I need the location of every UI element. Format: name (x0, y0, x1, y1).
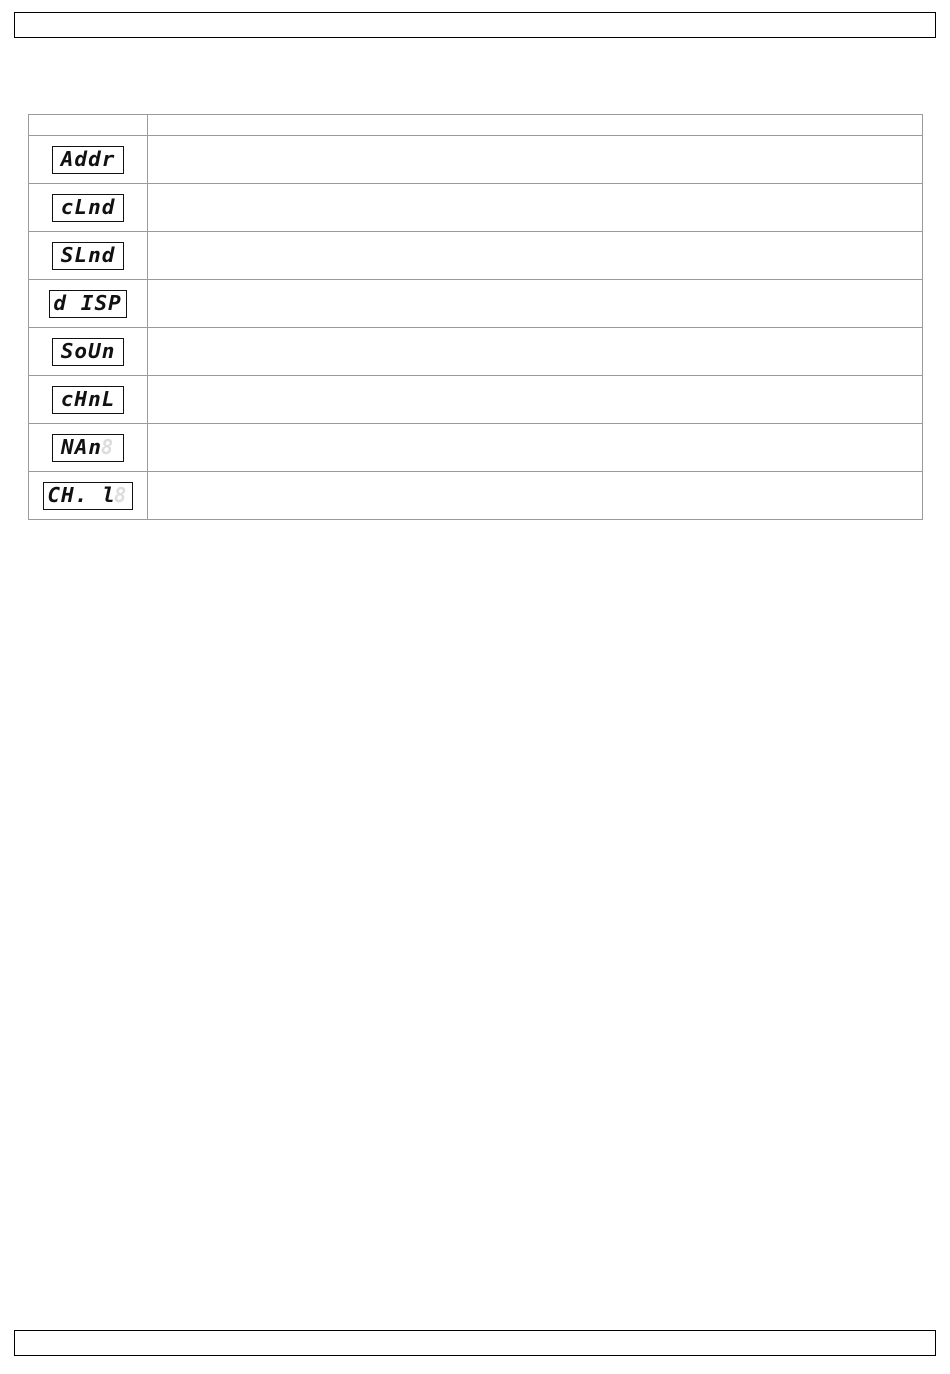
table-row (29, 280, 923, 328)
column-header-code (29, 115, 148, 136)
description-cell (148, 232, 923, 280)
seven-segment-display (43, 482, 133, 510)
seven-segment-text: cHnL (60, 386, 116, 411)
seven-segment-ghost: 8 (101, 434, 115, 459)
description-cell (148, 280, 923, 328)
seven-segment-text: CH. l (47, 482, 116, 507)
code-cell (29, 424, 148, 472)
description-cell (148, 136, 923, 184)
seven-segment-display (52, 146, 124, 174)
table-header-row (29, 115, 923, 136)
seven-segment-text: cLnd (60, 194, 116, 219)
table-row (29, 232, 923, 280)
column-header-description (148, 115, 923, 136)
table-head (29, 115, 923, 136)
table-row (29, 328, 923, 376)
table-row (29, 184, 923, 232)
seven-segment-text: SLnd (60, 242, 116, 267)
description-cell (148, 376, 923, 424)
table-row (29, 472, 923, 520)
code-cell (29, 136, 148, 184)
seven-segment-display (52, 242, 124, 270)
seven-segment-display (52, 338, 124, 366)
page-header-bar (14, 12, 936, 38)
code-cell (29, 280, 148, 328)
code-cell (29, 232, 148, 280)
seven-segment-display (52, 194, 124, 222)
seven-segment-display (52, 434, 124, 462)
code-cell (29, 472, 148, 520)
description-cell (148, 184, 923, 232)
seven-segment-display (49, 290, 126, 318)
seven-segment-display (52, 386, 124, 414)
description-cell (148, 472, 923, 520)
seven-segment-text: d ISP (53, 290, 123, 315)
table-row (29, 136, 923, 184)
seven-segment-text: Addr (60, 146, 116, 171)
seven-segment-text: SoUn (60, 338, 116, 363)
table-body (29, 136, 923, 520)
seven-segment-text: NAn (60, 434, 103, 459)
table-row (29, 424, 923, 472)
code-cell (29, 328, 148, 376)
page-footer-bar (14, 1330, 936, 1356)
description-cell (148, 424, 923, 472)
seven-segment-ghost: 8 (114, 482, 128, 507)
menu-code-table (28, 114, 923, 520)
menu-code-table-wrapper (28, 114, 922, 520)
code-cell (29, 376, 148, 424)
code-cell (29, 184, 148, 232)
description-cell (148, 328, 923, 376)
table-row (29, 376, 923, 424)
